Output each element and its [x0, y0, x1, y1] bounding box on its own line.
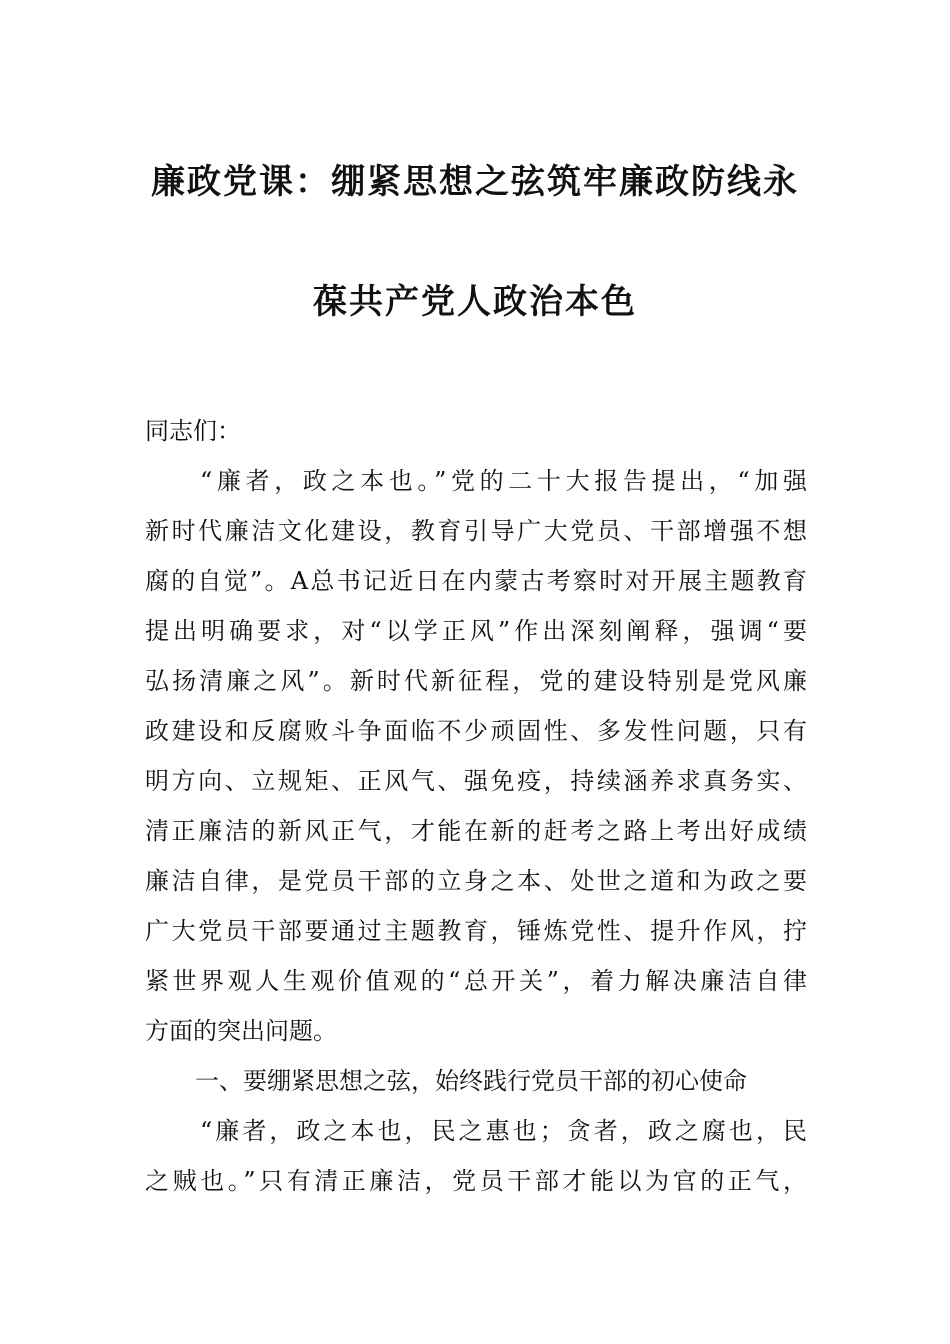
paragraph-1-line: 明方向、立规矩、正风气、强免疫，持续涵养求真务实、	[145, 767, 807, 795]
paragraph-1-line: 政建设和反腐败斗争面临不少顽固性、多发性问题，只有	[145, 717, 807, 745]
salutation: 同志们：	[145, 417, 241, 445]
document-title-line-1: 廉政党课：绷紧思想之弦筑牢廉政防线永	[151, 162, 799, 202]
paragraph-1-line: 提出明确要求，对“以学正风”作出深刻阐释，强调“要	[145, 617, 807, 645]
paragraph-1-line: 方面的突出问题。	[145, 1017, 337, 1045]
section-heading-1: 一、要绷紧思想之弦，始终践行党员干部的初心使命	[195, 1067, 747, 1095]
paragraph-2-line: “廉者，政之本也，民之惠也；贪者，政之腐也，民	[200, 1117, 807, 1145]
paragraph-1-line: 广大党员干部要通过主题教育，锤炼党性、提升作风，拧	[145, 917, 807, 945]
paragraph-1-line: 新时代廉洁文化建设，教育引导广大党员、干部增强不想	[145, 517, 807, 545]
paragraph-1-line: “廉者，政之本也。”党的二十大报告提出，“加强	[200, 467, 807, 495]
paragraph-1-line: 廉洁自律，是党员干部的立身之本、处世之道和为政之要	[145, 867, 807, 895]
paragraph-1-line: 清正廉洁的新风正气，才能在新的赶考之路上考出好成绩	[145, 817, 807, 845]
paragraph-2-line: 之贼也。”只有清正廉洁，党员干部才能以为官的正气，	[145, 1167, 807, 1195]
paragraph-1-line: 弘扬清廉之风”。新时代新征程，党的建设特别是党风廉	[145, 667, 807, 695]
document-title-line-2: 葆共产党人政治本色	[313, 282, 637, 322]
paragraph-1-line: 腐的自觉”。A总书记近日在内蒙古考察时对开展主题教育	[145, 567, 807, 595]
paragraph-1-line: 紧世界观人生观价值观的“总开关”，着力解决廉洁自律	[145, 967, 807, 995]
